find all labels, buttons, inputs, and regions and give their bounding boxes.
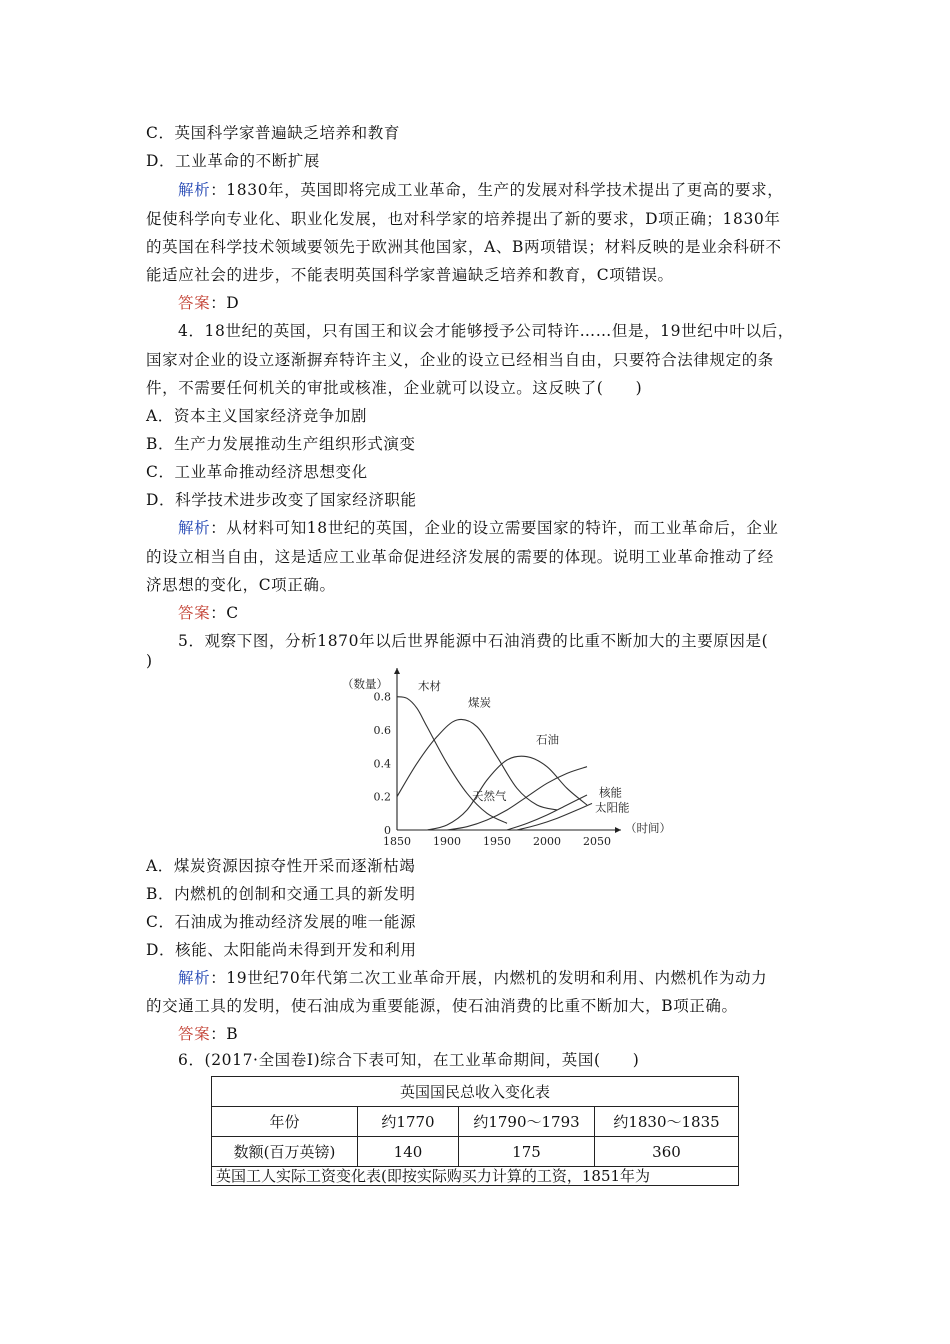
y-axis-label: （数量） <box>342 677 388 691</box>
q5-option-c: C．石油成为推动经济发展的唯一能源 <box>146 913 417 931</box>
series-line <box>507 795 587 830</box>
header-cell: 年份 <box>212 1107 358 1137</box>
q5-answer: 答案：B <box>178 1025 239 1043</box>
data-cell: 360 <box>595 1137 739 1167</box>
q3-analysis-line-2: 促使科学向专业化、职业化发展，也对科学家的培养提出了新的要求，D项正确；1830年 <box>146 210 781 228</box>
q3-analysis-line-1: 解析：1830年，英国即将完成工业革命，生产的发展对科学技术提出了更高的要求， <box>178 181 784 199</box>
series-line <box>447 767 587 830</box>
header-cell: 约1830～1835 <box>595 1107 739 1137</box>
series-line <box>397 697 507 824</box>
x-axis-arrow <box>615 827 621 833</box>
header-cell: 约1790～1793 <box>459 1107 595 1137</box>
series-label: 太阳能 <box>595 800 630 815</box>
y-axis-arrow <box>394 668 400 674</box>
x-axis-label: （时间） <box>625 821 671 835</box>
header-cell: 约1770 <box>358 1107 459 1137</box>
q4-analysis-line-1: 解析：从材料可知18世纪的英国，企业的设立需要国家的特许，而工业革命后，企业 <box>178 519 779 537</box>
energy-chart <box>335 670 671 850</box>
q5-option-a: A．煤炭资源因掠夺性开采而逐渐枯竭 <box>146 857 416 875</box>
series-label: 石油 <box>536 732 559 747</box>
q5-option-b: B．内燃机的创制和交通工具的新发明 <box>146 885 416 903</box>
x-tick-label: 1850 <box>383 835 411 848</box>
data-cell: 140 <box>358 1137 459 1167</box>
q5-answer-label: 答案 <box>178 1025 211 1043</box>
q4-stem-line-3: 件，不需要任何机关的审批或核准，企业就可以设立。这反映了( ) <box>146 379 643 397</box>
x-tick-label: 2050 <box>583 835 611 848</box>
y-tick-label: 0.4 <box>373 757 391 771</box>
q4-answer-label: 答案 <box>178 604 211 622</box>
q3-answer-label: 答案 <box>178 294 211 312</box>
data-cell: 数额(百万英镑) <box>212 1137 358 1167</box>
y-tick-label: 0.2 <box>373 790 391 804</box>
q3-analysis-line-3: 的英国在科学技术领域要领先于欧洲其他国家，A、B两项错误；材料反映的是业余科研不 <box>146 238 782 256</box>
q3-option-c: C．英国科学家普遍缺乏培养和教育 <box>146 124 400 142</box>
q6-stem: 6．(2017·全国卷Ⅰ)综合下表可知，在工业革命期间，英国( ) <box>178 1051 640 1069</box>
wage-table-title: 英国工人实际工资变化表(即按实际购买力计算的工资，1851年为 <box>212 1167 739 1186</box>
q4-stem-line-1: 4．18世纪的英国，只有国王和议会才能够授予公司特许……但是，19世纪中叶以后， <box>178 322 794 340</box>
q4-option-d: D．科学技术进步改变了国家经济职能 <box>146 491 417 509</box>
series-label: 煤炭 <box>468 695 491 710</box>
series-line <box>517 803 592 830</box>
q4-analysis-line-2: 的设立相当自由，这是适应工业革命促进经济发展的需要的体现。说明工业革命推动了经 <box>146 548 774 566</box>
series-label: 木材 <box>418 679 441 693</box>
q3-analysis-label: 解析 <box>178 181 211 199</box>
q5-analysis-line-2: 的交通工具的发明，使石油成为重要能源，使石油消费的比重不断加大，B项正确。 <box>146 997 738 1015</box>
q5-option-d: D．核能、太阳能尚未得到开发和利用 <box>146 941 417 959</box>
x-tick-label: 1950 <box>483 835 511 848</box>
series-label: 天然气 <box>472 789 507 803</box>
data-cell: 175 <box>459 1137 595 1167</box>
q5-stem-line-1: 5．观察下图，分析1870年以后世界能源中石油消费的比重不断加大的主要原因是( <box>178 632 769 650</box>
q5-analysis-line-1: 解析：19世纪70年代第二次工业革命开展，内燃机的发明和利用、内燃机作为动力 <box>178 969 768 987</box>
q4-option-c: C．工业革命推动经济思想变化 <box>146 463 368 481</box>
x-tick-label: 1900 <box>433 835 461 848</box>
y-tick-label: 0.8 <box>373 690 391 704</box>
q4-option-a: A．资本主义国家经济竞争加剧 <box>146 407 368 425</box>
q4-analysis-label: 解析 <box>178 519 211 537</box>
income-table-title: 英国国民总收入变化表 <box>212 1077 739 1107</box>
y-tick-label: 0.6 <box>373 724 391 737</box>
y-tick-label: 0 <box>384 824 391 837</box>
income-table <box>211 1076 739 1186</box>
series-line <box>427 756 587 830</box>
q4-answer: 答案：C <box>178 604 239 622</box>
q5-analysis-label: 解析 <box>178 969 211 987</box>
energy-chart-svg <box>335 670 671 850</box>
q3-option-d: D．工业革命的不断扩展 <box>146 152 321 170</box>
q5-stem-line-2: ) <box>146 652 153 670</box>
q3-answer: 答案：D <box>178 294 240 312</box>
q4-stem-line-2: 国家对企业的设立逐渐摒弃特许主义，企业的设立已经相当自由，只要符合法律规定的条 <box>146 351 774 369</box>
q4-analysis-line-3: 济思想的变化，C项正确。 <box>146 576 336 594</box>
q3-analysis-line-4: 能适应社会的进步，不能表明英国科学家普遍缺乏培养和教育，C项错误。 <box>146 266 674 284</box>
series-label: 核能 <box>599 785 622 800</box>
x-tick-label: 2000 <box>533 835 561 848</box>
q4-option-b: B．生产力发展推动生产组织形式演变 <box>146 435 416 453</box>
